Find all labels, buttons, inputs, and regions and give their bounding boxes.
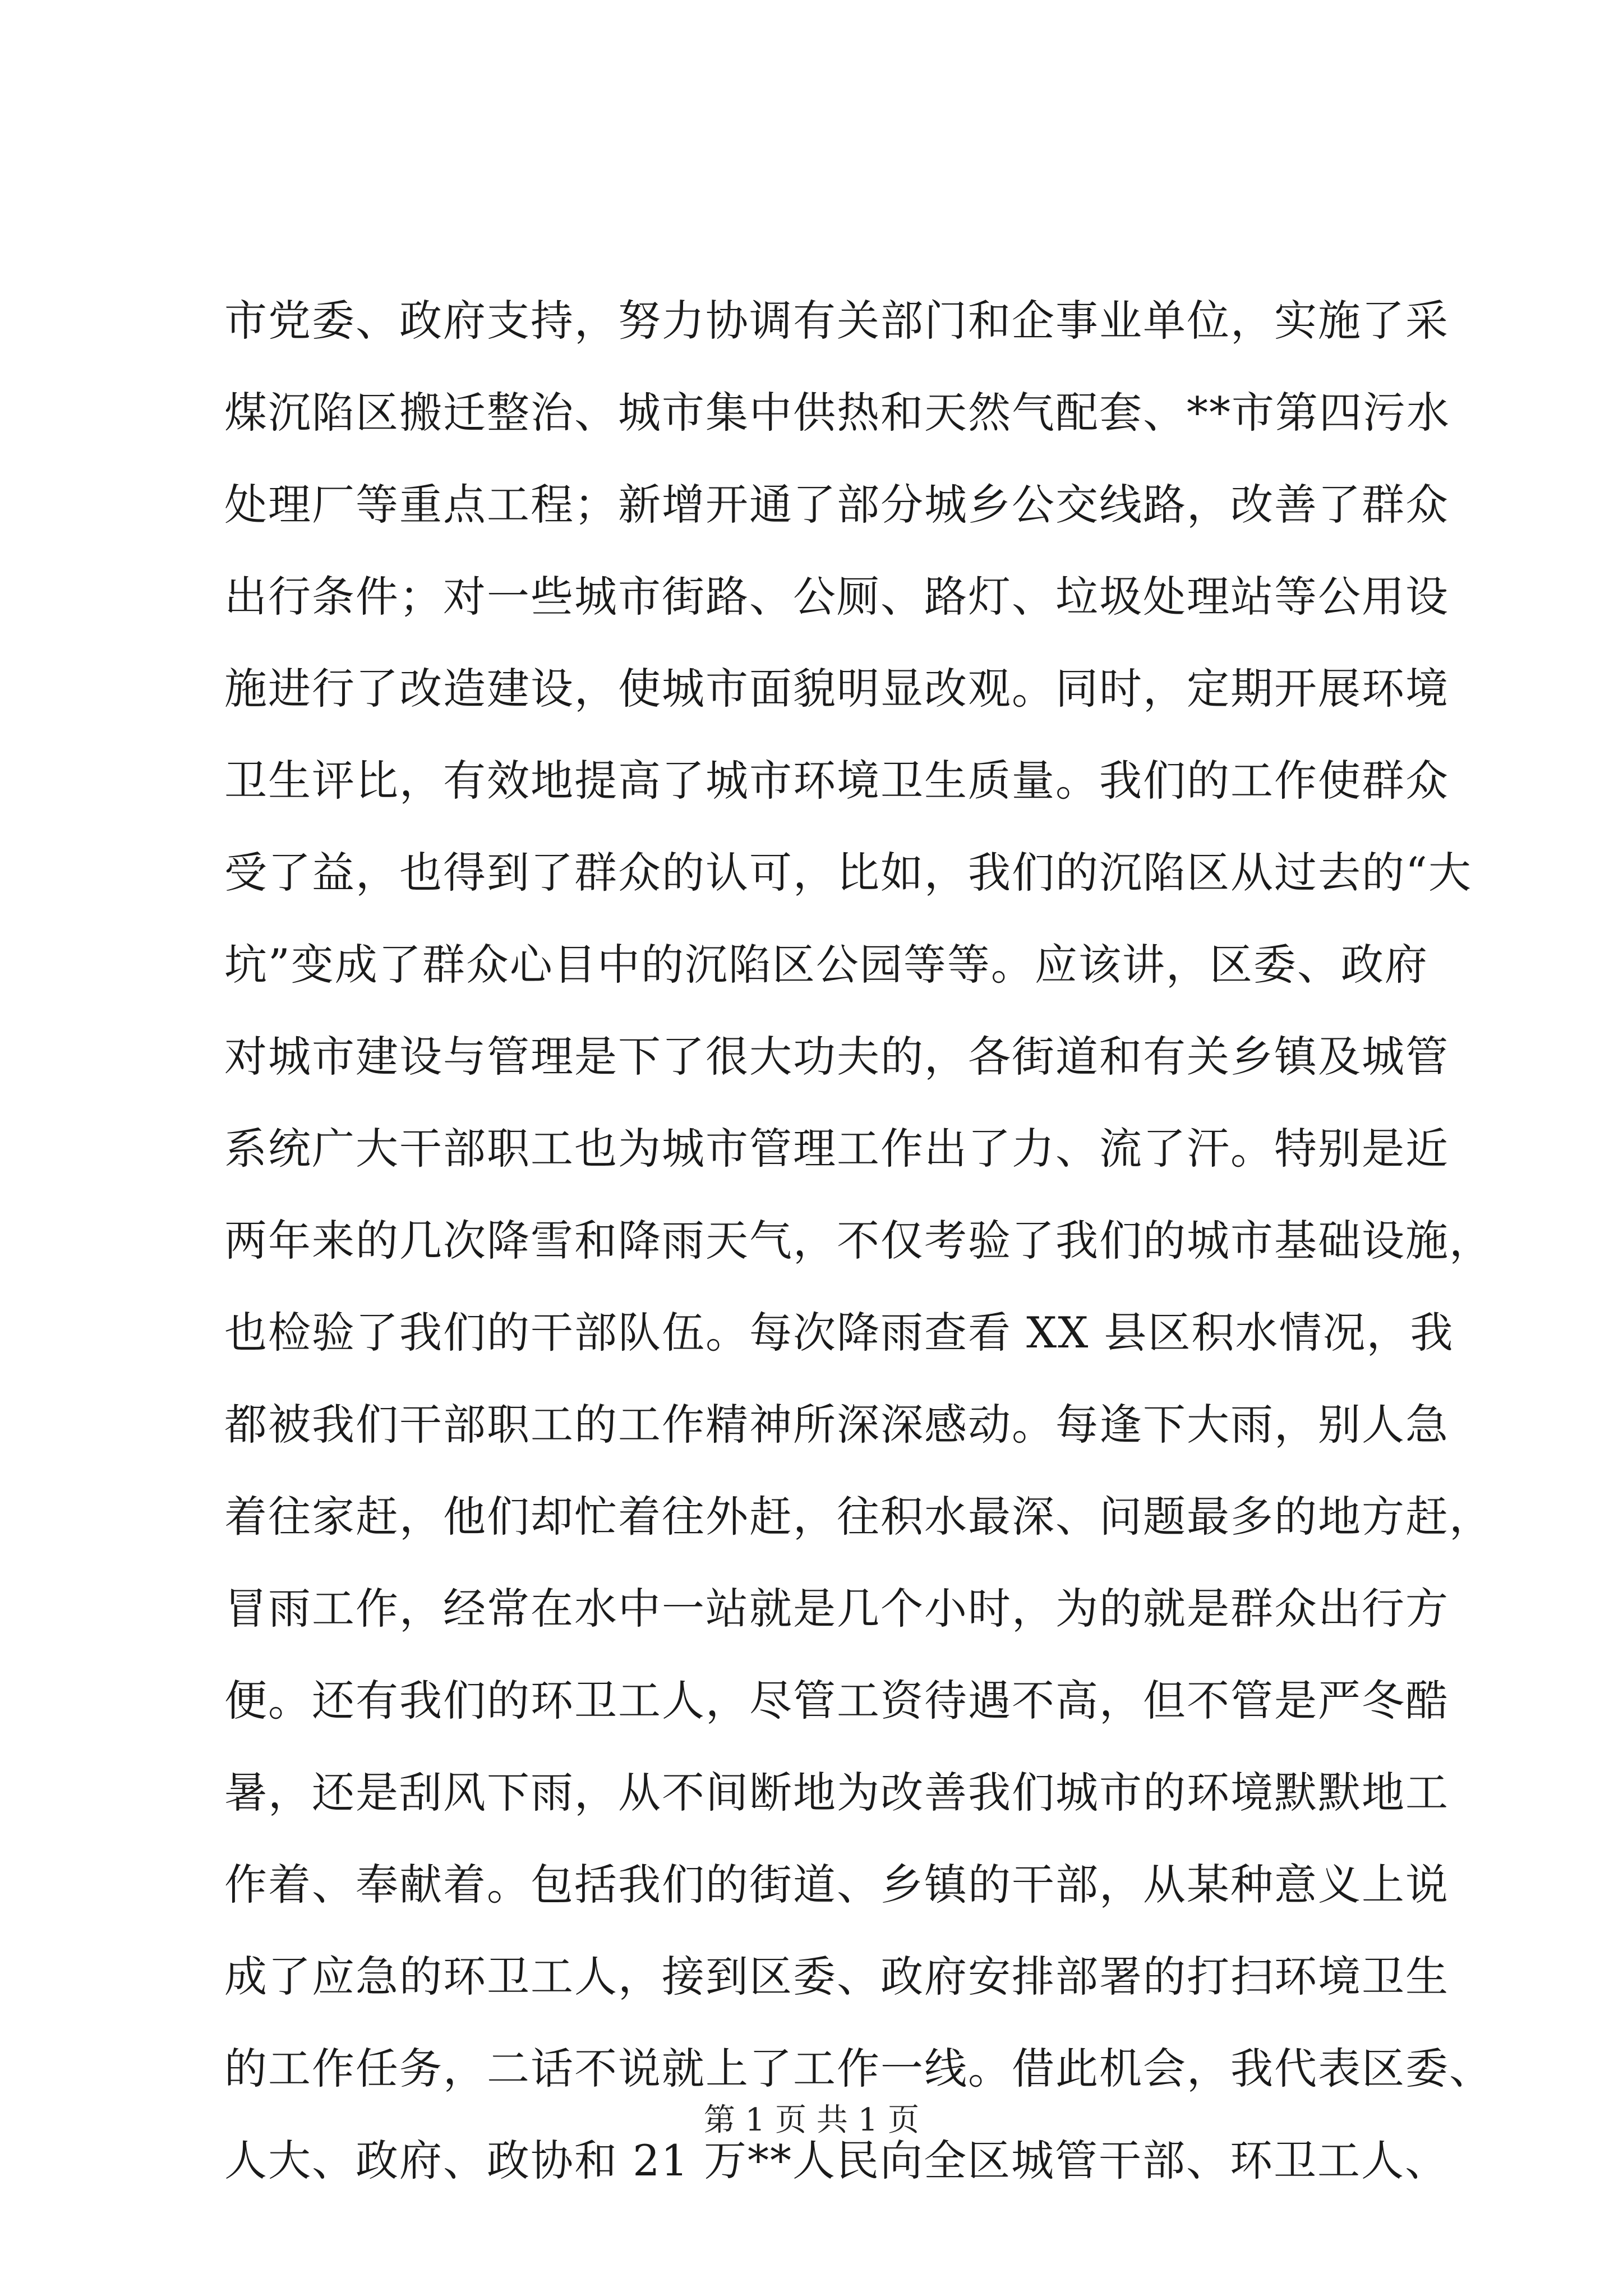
text-line: 的工作任务，二话不说就上了工作一线。借此机会，我代表区委、	[224, 2044, 1493, 2093]
text-line: 着往家赶，他们却忙着往外赶，往积水最深、问题最多的地方赶，	[224, 1492, 1493, 1542]
text-line: 处理厂等重点工程；新增开通了部分城乡公交线路，改善了群众	[224, 480, 1449, 530]
text-line: 坑”变成了群众心目中的沉陷区公园等等。应该讲，区委、政府	[224, 940, 1428, 990]
text-line: 煤沉陷区搬迁整治、城市集中供热和天然气配套、**市第四污水	[224, 388, 1450, 438]
text-line: 受了益，也得到了群众的认可，比如，我们的沉陷区从过去的“大	[224, 848, 1472, 898]
text-line: 对城市建设与管理是下了很大功夫的，各街道和有关乡镇及城管	[224, 1032, 1449, 1082]
text-line: 成了应急的环卫工人，接到区委、政府安排部署的打扫环境卫生	[224, 1952, 1449, 2001]
text-line: 暑，还是刮风下雨，从不间断地为改善我们城市的环境默默地工	[224, 1768, 1449, 1818]
page-footer	[0, 2098, 1623, 2143]
text-line: 都被我们干部职工的工作精神所深深感动。每逢下大雨，别人急	[224, 1400, 1449, 1450]
text-line: 出行条件；对一些城市街路、公厕、路灯、垃圾处理站等公用设	[224, 572, 1449, 622]
text-line: 卫生评比，有效地提高了城市环境卫生质量。我们的工作使群众	[224, 756, 1449, 806]
text-line: 市党委、政府支持，努力协调有关部门和企事业单位，实施了采	[224, 296, 1449, 346]
body-text	[224, 275, 1493, 2207]
text-line: 人大、政府、政协和 21 万**人民向全区城管干部、环卫工人、	[224, 2136, 1449, 2185]
text-line: 两年来的几次降雪和降雨天气，不仅考验了我们的城市基础设施，	[224, 1216, 1493, 1266]
text-line: 也检验了我们的干部队伍。每次降雨查看 XX 县区积水情况，我	[224, 1308, 1454, 1358]
text-line: 冒雨工作，经常在水中一站就是几个小时，为的就是群众出行方	[224, 1584, 1449, 1634]
text-line: 便。还有我们的环卫工人，尽管工资待遇不高，但不管是严冬酷	[224, 1676, 1449, 1726]
text-line: 系统广大干部职工也为城市管理工作出了力、流了汗。特别是近	[224, 1124, 1449, 1174]
text-line: 作着、奉献着。包括我们的街道、乡镇的干部，从某种意义上说	[224, 1860, 1449, 1910]
text-line: 施进行了改造建设，使城市面貌明显改观。同时，定期开展环境	[224, 664, 1449, 714]
page-number: 第 1 页 共 1 页	[703, 2102, 920, 2138]
